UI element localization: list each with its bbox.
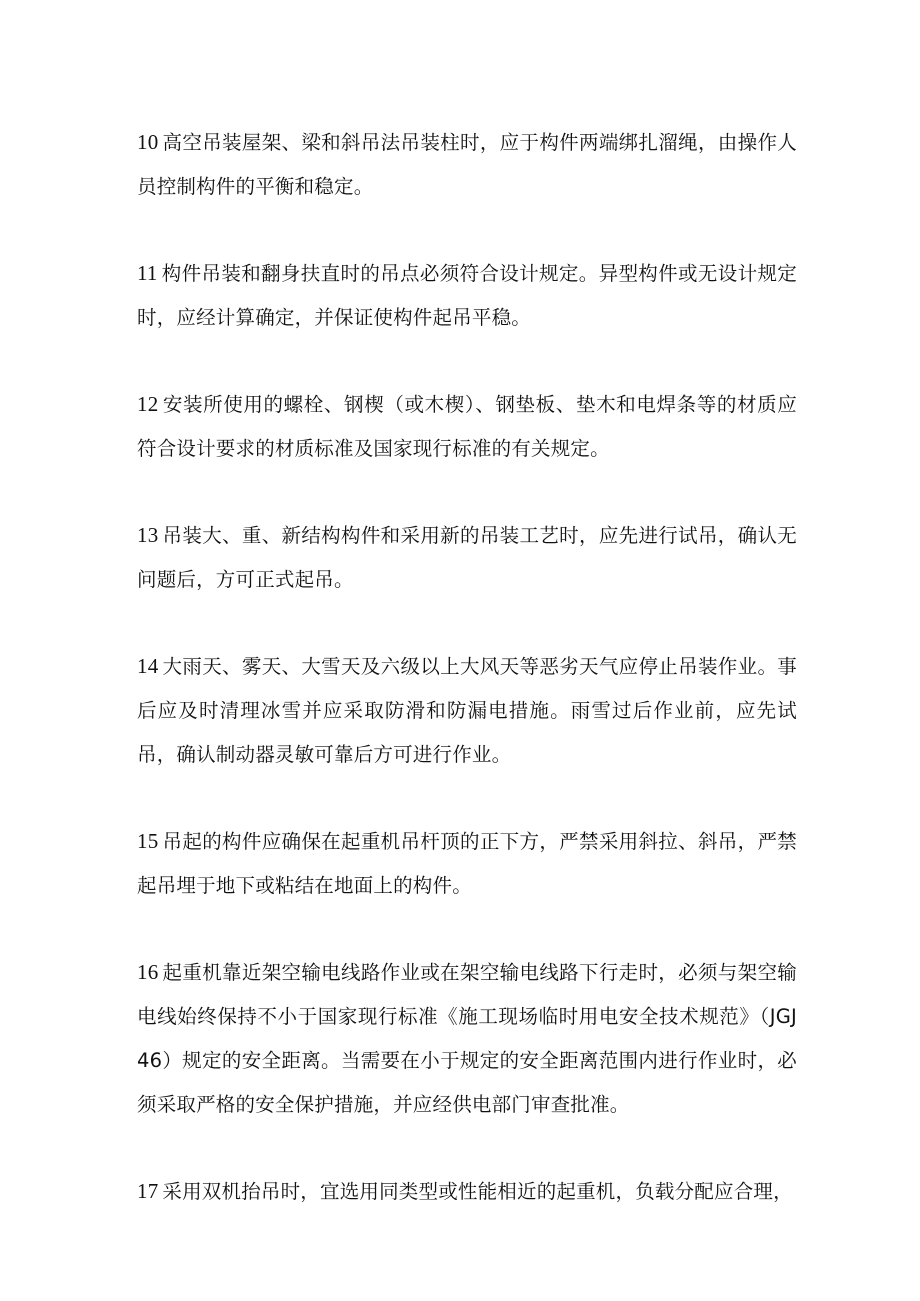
paragraph-10 [137,120,797,209]
paragraph-text: 高空吊装屋架、梁和斜吊法吊装柱时，应于构件两端绑扎溜绳，由操作人员控制构件的平衡和稳定。 [137,131,797,198]
paragraph-text: 起重机靠近架空输电线路作业或在架空输电线路下行走时，必须与架空输电线始终保持不小于国家现行标准《施工现场临时用电安全技术规范》（JGJ46）规定的安全距离。当需要在小于规定的安全距离范围内进行作业时，必须采取严格的安全保护措施，并应经供电部门审查批准。 [137,961,797,1116]
paragraph-13 [137,513,797,602]
paragraph-12 [137,382,797,471]
paragraph-15 [137,819,797,908]
document-body [137,120,797,1256]
paragraph-text: 吊装大、重、新结构构件和采用新的吊装工艺时，应先进行试吊，确认无问题后，方可正式起吊。 [137,524,797,591]
paragraph-text: 构件吊装和翻身扶直时的吊点必须符合设计规定。异型构件或无设计规定时，应经计算确定，并保证使构件起吊平稳。 [137,262,797,329]
paragraph-number: 10 [137,130,159,154]
paragraph-number: 11 [137,261,158,285]
paragraph-number: 14 [137,654,159,678]
paragraph-text: 安装所使用的螺栓、钢楔（或木楔）、钢垫板、垫木和电焊条等的材质应符合设计要求的材质标准及国家现行标准的有关规定。 [137,393,797,460]
paragraph-text: 采用双机抬吊时，宜选用同类型或性能相近的起重机，负载分配应合理， [162,1180,793,1203]
paragraph-16 [137,950,797,1127]
paragraph-text: 吊起的构件应确保在起重机吊杆顶的正下方，严禁采用斜拉、斜吊，严禁起吊埋于地下或粘结在地面上的构件。 [137,830,797,897]
paragraph-number: 15 [137,829,159,853]
paragraph-text: 大雨天、雾天、大雪天及六级以上大风天等恶劣天气应停止吊装作业。事后应及时清理冰雪并应采取防滑和防漏电措施。雨雪过后作业前，应先试吊，确认制动器灵敏可靠后方可进行作业。 [137,655,797,766]
paragraph-number: 17 [137,1179,159,1203]
paragraph-11 [137,251,797,340]
paragraph-number: 13 [137,523,159,547]
paragraph-number: 12 [137,392,159,416]
paragraph-14 [137,644,797,777]
paragraph-number: 16 [137,960,159,984]
paragraph-17 [137,1169,797,1214]
